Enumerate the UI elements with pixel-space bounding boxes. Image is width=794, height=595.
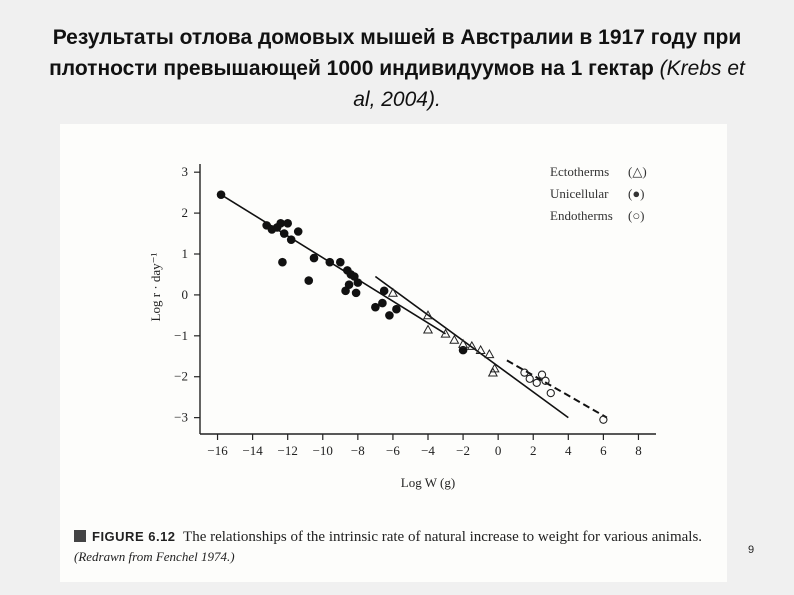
x-tick-label: −10 [312,443,333,458]
caption-figure-label: FIGURE 6.12 [92,529,176,544]
x-tick-label: 8 [635,443,642,458]
unicellular-point [354,278,363,287]
page-number: 9 [748,544,755,556]
x-tick-label: −2 [456,443,470,458]
unicellular-point [392,305,401,314]
y-tick-label: −2 [174,368,188,384]
x-axis-label: Log W (g) [400,475,456,490]
y-tick-label: −1 [174,327,188,343]
caption-square-icon [74,530,86,542]
x-tick-label: 4 [565,443,572,458]
scatter-chart [60,124,727,582]
legend-marker: (●) [628,186,645,201]
figure-caption [74,527,724,567]
x-tick-label: −12 [277,443,298,458]
x-tick-label: 6 [600,443,607,458]
scanned-figure [60,124,727,582]
plot-frame [60,124,727,582]
unicellular-point [217,190,226,199]
caption-source: (Redrawn from Fenchel 1974.) [74,549,235,564]
y-tick-label: 2 [181,205,188,221]
unicellular-point [304,276,313,285]
x-tick-label: 2 [529,443,537,458]
unicellular-point [378,299,387,308]
y-tick-label: 3 [181,164,188,180]
unicellular-point [310,254,319,263]
caption-text: The relationships of the intrinsic rate of natural increase to weight for various animals. [183,529,703,545]
unicellular-point [352,289,361,298]
slide-title-main: Результаты отлова домовых мышей в Австралии в 1917 году при плотности превышающей 1000 индивидуумов на 1 гектар [49,26,742,80]
y-tick-label: 0 [181,286,188,302]
unicellular-point [278,258,287,267]
unicellular-point [336,258,345,267]
unicellular-point [341,287,350,296]
unicellular-point [380,287,389,296]
unicellular-point [385,311,394,320]
x-tick-label: −4 [421,443,435,458]
unicellular-point [325,258,334,267]
slide-title [40,22,754,115]
x-tick-label: −8 [350,443,365,458]
y-axis-label: Log r · day⁻¹ [148,252,163,322]
unicellular-point [287,235,296,244]
legend-label: Unicellular [550,186,609,201]
x-tick-label: −16 [207,443,228,458]
unicellular-point [280,229,289,238]
x-tick-label: 0 [494,443,502,458]
unicellular-point [294,227,303,236]
legend-marker: (○) [628,208,645,223]
y-tick-label: −3 [174,409,188,425]
slide-title-citation: (Krebs et al, 2004). [353,57,745,111]
x-tick-label: −14 [242,443,263,458]
legend-label: Ectotherms [550,164,610,179]
x-tick-label: −6 [386,443,400,458]
legend-label: Endotherms [550,208,613,223]
legend-marker: (△) [628,164,647,179]
unicellular-point [283,219,292,228]
y-tick-label: 1 [181,246,188,261]
